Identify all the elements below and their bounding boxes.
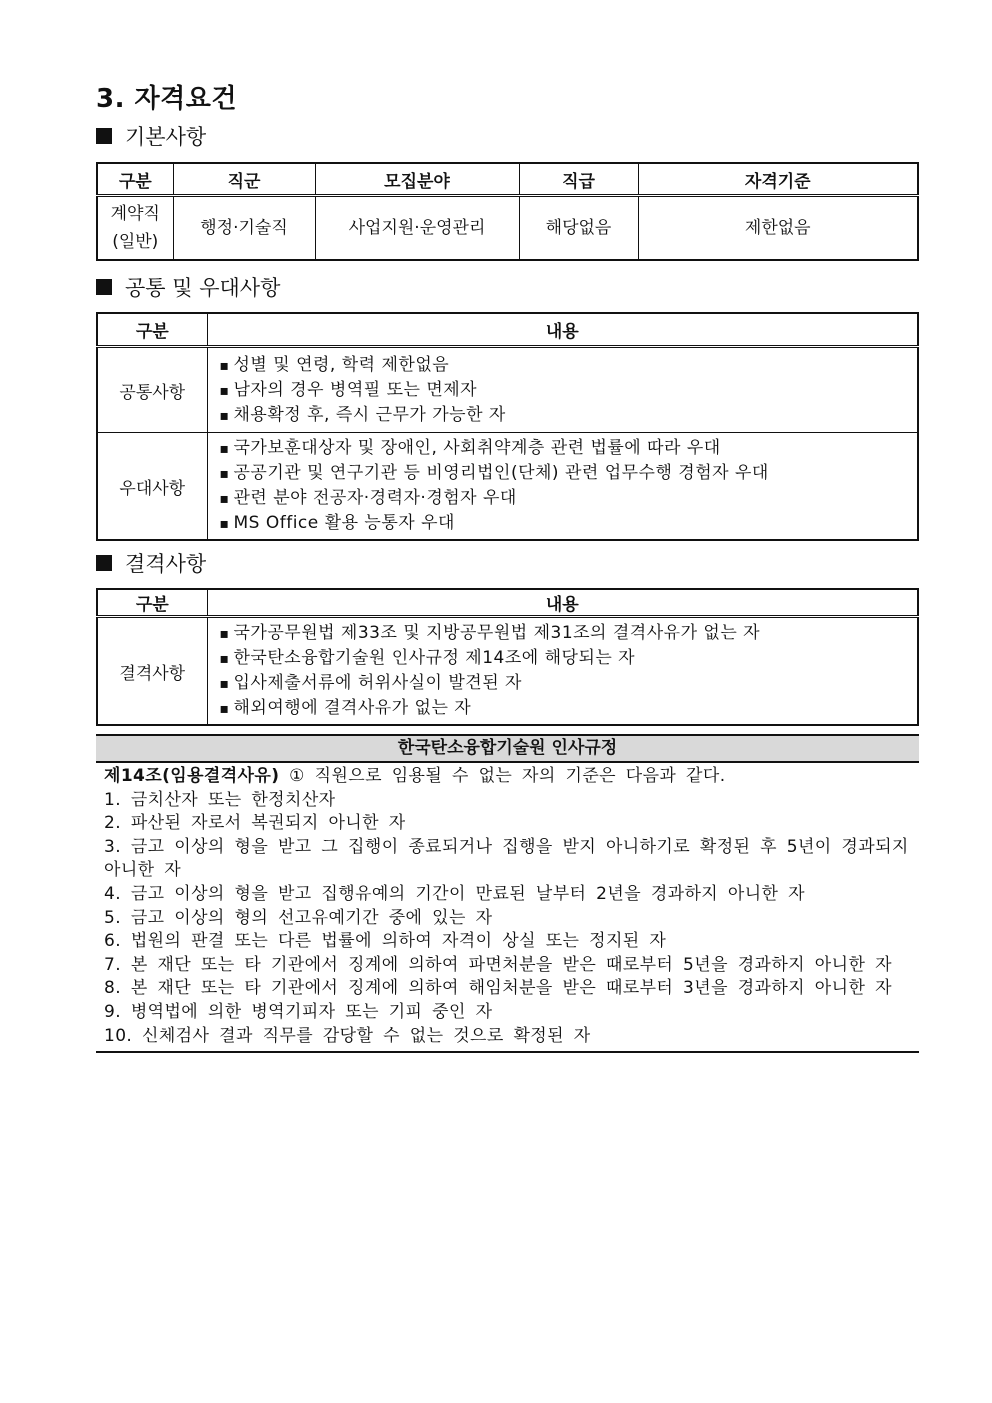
field-cell: 사업지원·운영관리 — [315, 196, 519, 261]
table-row — [97, 196, 918, 261]
list-item: ▪ 성별 및 연령, 학력 제한없음 — [220, 353, 918, 378]
regulation-body — [96, 763, 919, 1053]
row-label: 우대사항 — [97, 433, 207, 541]
list-item: ▪ 국가공무원법 제33조 및 지방공무원법 제31조의 결격사유가 없는 자 — [220, 621, 918, 646]
section-basic-heading — [96, 121, 206, 151]
regulation-item: 1. 금치산자 또는 한정치산자 — [104, 789, 336, 810]
page-title: 3. 자격요건 — [96, 84, 237, 114]
table-header-row — [97, 589, 918, 617]
header-cell: 모집분야 — [315, 163, 519, 196]
section-common-title: 공통 및 우대사항 — [125, 276, 281, 300]
article-line — [104, 765, 911, 789]
section-common-heading — [96, 272, 280, 302]
regulation-item: 9. 병역법에 의한 병역기피자 또는 기피 중인 자 — [104, 1001, 493, 1022]
regulation-item: 6. 법원의 판결 또는 다른 법률에 의하여 자격이 상실 또는 정지된 자 — [104, 931, 667, 952]
black-square-icon — [96, 128, 112, 144]
basic-requirements-table — [96, 162, 919, 261]
regulation-title: 한국탄소융합기술원 인사규정 — [96, 734, 919, 763]
table-row — [97, 347, 918, 433]
header-cell: 구분 — [97, 313, 207, 347]
table-header-row — [97, 313, 918, 347]
header-cell: 직급 — [519, 163, 638, 196]
header-cell: 내용 — [207, 313, 918, 347]
section-disqualification-heading — [96, 548, 206, 578]
header-cell: 자격기준 — [638, 163, 918, 196]
list-item: ▪ 국가보훈대상자 및 장애인, 사회취약계층 관련 법률에 따라 우대 — [220, 436, 918, 461]
list-item: ▪ 입사제출서류에 허위사실이 발견된 자 — [220, 671, 918, 696]
regulation-item: 4. 금고 이상의 형을 받고 집행유예의 기간이 만료된 날부터 2년을 경과하지 아니한 자 — [104, 883, 806, 904]
bullet-list — [207, 617, 918, 726]
article-intro: ① 직원으로 임용될 수 없는 자의 기준은 다음과 같다. — [279, 766, 726, 786]
header-cell: 구분 — [97, 163, 173, 196]
type-line: 계약직 — [110, 204, 160, 224]
list-item: ▪ MS Office 활용 능통자 우대 — [220, 511, 918, 536]
row-label: 공통사항 — [97, 347, 207, 433]
header-cell: 직군 — [173, 163, 315, 196]
regulation-item: 8. 본 재단 또는 타 기관에서 징계에 의하여 해임처분을 받은 때로부터 3년을 경과하지 아니한 자 — [104, 978, 892, 999]
list-item: ▪ 한국탄소융합기술원 인사규정 제14조에 해당되는 자 — [220, 646, 918, 671]
common-preference-table — [96, 312, 919, 541]
type-cell — [97, 196, 173, 261]
disqualification-table — [96, 588, 919, 726]
black-square-icon — [96, 279, 112, 295]
list-item: ▪ 관련 분야 전공자·경력자·경험자 우대 — [220, 486, 918, 511]
list-item: ▪ 해외여행에 결격사유가 없는 자 — [220, 696, 918, 721]
article-label: 제14조(임용결격사유) — [104, 766, 280, 786]
list-item: ▪ 채용확정 후, 즉시 근무가 가능한 자 — [220, 403, 918, 428]
job-group-cell: 행정·기술직 — [173, 196, 315, 261]
regulation-item: 7. 본 재단 또는 타 기관에서 징계에 의하여 파면처분을 받은 때로부터 5년을 경과하지 아니한 자 — [104, 954, 892, 975]
criteria-cell: 제한없음 — [744, 218, 811, 238]
list-item: ▪ 공공기관 및 연구기관 등 비영리법인(단체) 관련 업무수행 경험자 우대 — [220, 461, 918, 486]
type-line: (일반) — [112, 232, 159, 252]
table-row — [97, 433, 918, 541]
grade-cell: 해당없음 — [519, 196, 638, 261]
black-square-icon — [96, 555, 112, 571]
regulation-box — [96, 734, 919, 1053]
section-disqualification-title: 결격사항 — [125, 552, 207, 576]
row-label: 결격사항 — [97, 617, 207, 726]
regulation-item: 10. 신체검사 결과 직무를 감당할 수 없는 것으로 확정된 자 — [104, 1025, 591, 1046]
header-cell: 구분 — [97, 589, 207, 617]
bullet-list — [207, 433, 918, 541]
regulation-item: 5. 금고 이상의 형의 선고유예기간 중에 있는 자 — [104, 907, 493, 928]
table-row — [97, 617, 918, 726]
regulation-item: 2. 파산된 자로서 복권되지 아니한 자 — [104, 813, 406, 834]
header-cell: 내용 — [207, 589, 918, 617]
section-basic-title: 기본사항 — [125, 125, 207, 149]
list-item: ▪ 남자의 경우 병역필 또는 면제자 — [220, 378, 918, 403]
table-header-row — [97, 163, 918, 196]
bullet-list — [207, 347, 918, 433]
regulation-item: 3. 금고 이상의 형을 받고 그 집행이 종료되거나 집행을 받지 아니하기로 확정된 후 5년이 경과되지 아니한 자 — [104, 836, 909, 881]
